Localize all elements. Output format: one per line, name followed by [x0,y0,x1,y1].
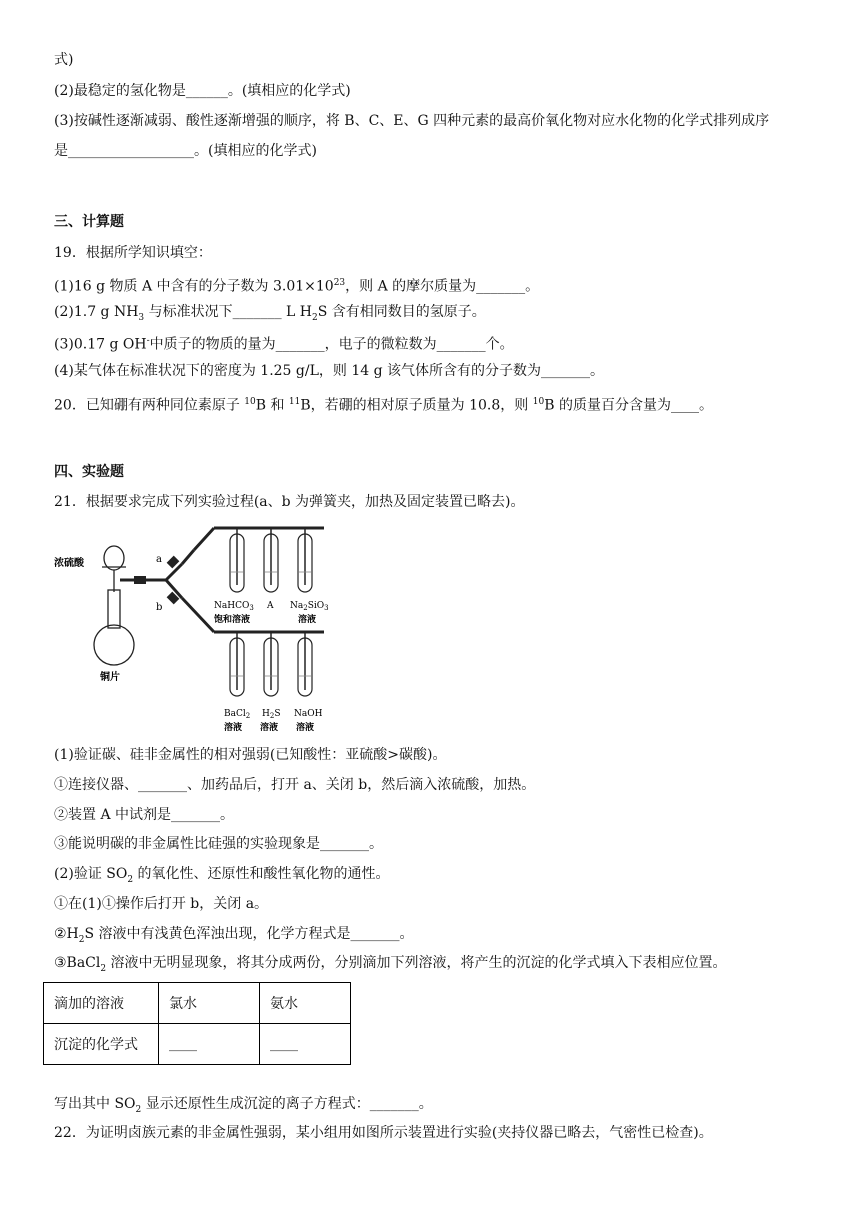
text-line: (3)按碱性逐渐减弱、酸性逐渐增强的顺序，将 B、C、E、G 四种元素的最高价氧化物对应水化物的化学式排列成序 [54,113,770,129]
tube-label: NaOH [294,709,323,719]
ion-equation-prompt: 写出其中 $SO_2$ 显示还原性生成沉淀的离子方程式：_______。 [54,1096,433,1115]
table-cell: 沉淀的化学式 [44,1024,159,1065]
tube-label: 溶液 [298,615,317,625]
label-acid: 浓硫酸 [54,558,84,569]
text-line: 是__________________。(填相应的化学式) [54,143,317,159]
question-21-2: (2)验证 $SO_2$ 的氧化性、还原性和酸性氧化物的通性。 [54,866,390,885]
section-heading: 四、实验题 [54,464,124,480]
question-19-1: (1)16 g 物质 A 中含有的分子数为 $3.01\times 10^{23}$，则 A 的摩尔质量为_______。 [54,278,540,295]
answer-blank[interactable]: ____ [260,1024,351,1065]
tube-label: BaCl [224,709,246,719]
svg-text:Na2SiO3: $Na_2SiO_3$ [290,601,329,612]
table-cell: 滴加的溶液 [44,983,159,1024]
table-row [44,983,351,1024]
results-table [43,982,351,1065]
question-21-2-3: ③BaCl$_2$ 溶液中无明显现象，将其分成两份，分别滴加下列溶液，将产生的沉淀的化学式填入下表相应位置。 [54,955,727,974]
question-19: 19．根据所学知识填空： [54,245,212,261]
question-19-2: (2)1.7 g $NH_3$ 与标准状况下_______ L $H_2S$ 含有相同数目的氢原子。 [54,304,486,323]
table-cell: 氯水 [159,983,260,1024]
tube-label: H [262,709,270,719]
tube-label: 溶液 [296,723,315,733]
tube-label: NaHCO [214,601,250,611]
section-heading: 三、计算题 [54,214,124,230]
question-22: 22．为证明卤族元素的非金属性强弱，某小组用如图所示装置进行实验(夹持仪器已略去，气密性已检查)。 [54,1125,713,1141]
table-cell: 氨水 [260,983,351,1024]
clamp-a-label: a [156,554,162,565]
question-21: 21．根据要求完成下列实验过程(a、b 为弹簧夹，加热及固定装置已略去)。 [54,494,525,510]
question-21-1: (1)验证碳、硅非金属性的相对强弱(已知酸性：亚硫酸>碳酸)。 [54,747,447,763]
apparatus-diagram [54,520,354,740]
question-21-2-1: ①在(1)①操作后打开 b，关闭 a。 [54,896,269,912]
tube-label: A [267,601,274,611]
tube-label: 饱和溶液 [214,615,251,625]
label-copper: 铜片 [100,672,120,683]
question-21-1-1: ①连接仪器、_______、加药品后，打开 a、关闭 b，然后滴入浓硫酸，加热。 [54,777,536,793]
question-21-2-2: $②H_2S$ 溶液中有浅黄色浑浊出现，化学方程式是_______。 [54,926,414,945]
question-21-1-3: ③能说明碳的非金属性比硅强的实验现象是_______。 [54,836,383,852]
text-line: 式) [54,52,74,68]
tube-label: 溶液 [260,723,279,733]
table-row [44,1024,351,1065]
svg-text:NaHCO3: NaHCO$_3$ [214,601,254,612]
clamp-b-label: b [156,602,163,613]
question-19-4: (4)某气体在标准状况下的密度为 1.25 g/L，则 14 g 该气体所含有的分子数为_______。 [54,363,605,379]
question-20: 20．已知硼有两种同位素原子 $^{10}$B 和 $^{11}$B，若硼的相对原子质量为 10.8，则 $^{10}$B 的质量百分含量为____。 [54,397,713,414]
answer-blank[interactable]: ____ [159,1024,260,1065]
tube-label: Na [290,601,304,611]
question-21-1-2: ②装置 A 中试剂是_______。 [54,807,235,823]
question-19-3: (3)0.17 g OH-中质子的物质的量为_______，电子的微粒数为_______个。 [54,336,514,353]
tube-label: 溶液 [224,723,243,733]
svg-text:BaCl2: BaCl$_2$ [224,709,251,720]
text-line: (2)最稳定的氢化物是______。(填相应的化学式) [54,83,351,99]
svg-text:H2S: $H_2S$ [262,709,281,720]
